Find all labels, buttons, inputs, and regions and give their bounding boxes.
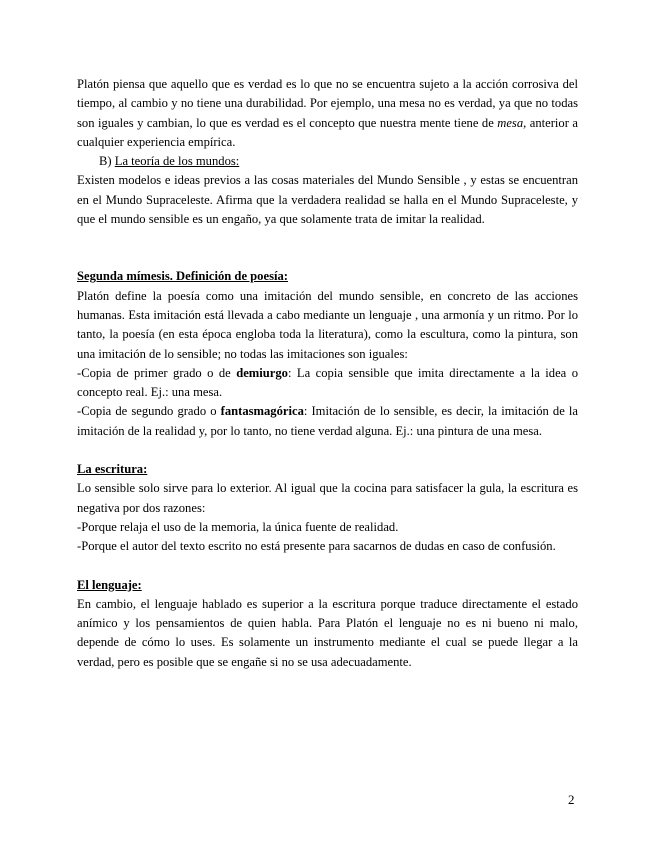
lenguaje-paragraph: En cambio, el lenguaje hablado es superior a la escritura porque traduce directamente el estado anímico y los pensamientos de quien habla. Para Platón el lenguaje no es ni bueno ni malo, depende de cómo lo uses. Es solamente un instrumento mediante el cual se puede llegar a la verdad, pero es posible que se engañe si no se usa adecuadamente. bbox=[77, 596, 578, 669]
spacer bbox=[77, 229, 578, 267]
intro-text-a: Platón piensa que aquello que es verdad es lo que no se encuentra sujeto a la acción corrosiva del tiempo, al cambio y no tiene una durabilidad. Por ejemplo, una mesa no es verdad, ya que no todas son iguales y cambian, lo que es verdad es el concepto que nuestra mente tiene de bbox=[77, 77, 578, 130]
document-page bbox=[77, 75, 578, 672]
mimesis-paragraph: Platón define la poesía como una imitación del mundo sensible, en concreto de las acciones humanas. Esta imitación está llevada a cabo mediante un lenguaje , una armonía y un ritmo. Por lo tanto, la poesía (en esta época engloba toda la literatura), como la escultura, como la pintura, son una imitación de lo sensible; no todas las imitaciones son iguales: bbox=[77, 288, 578, 361]
intro-mesa-term: mesa bbox=[497, 115, 524, 130]
escritura-item-memoria: -Porque relaja el uso de la memoria, la única fuente de realidad. bbox=[77, 519, 399, 534]
mimesis-item-demiurgo bbox=[77, 364, 578, 403]
item-text: : La copia sensible que imita directamente a la idea o concepto real. Ej.: una mesa. bbox=[77, 365, 579, 400]
lenguaje-heading: El lenguaje: bbox=[77, 577, 142, 592]
demiurgo-term: demiurgo bbox=[236, 365, 288, 380]
mimesis-heading: Segunda mímesis. Definición de poesía: bbox=[77, 269, 288, 284]
item-text: : Imitación de lo sensible, es decir, la imitación de la imitación de la realidad y, por lo tanto, no tiene verdad alguna. Ej.: una pintura de una mesa. bbox=[77, 404, 578, 438]
mimesis-item-fantasmagorica bbox=[77, 402, 578, 441]
item-prefix: -Copia de primer grado o de bbox=[77, 365, 237, 380]
escritura-heading: La escritura: bbox=[77, 462, 148, 477]
mundos-paragraph: Existen modelos e ideas previos a las cosas materiales del Mundo Sensible , y estas se encuentran en el Mundo Supraceleste. Afirma que la verdadera realidad se halla en el Mundo Supraceleste, y que el mundo sensible es un engaño, ya que solamente trata de imitar la realidad. bbox=[77, 173, 578, 227]
subsection-prefix: B) bbox=[99, 154, 115, 169]
intro-text-b: , anterior a cualquier experiencia empírica. bbox=[77, 115, 578, 149]
fantasmagorica-term: fantasmagórica bbox=[220, 404, 304, 419]
intro-paragraph bbox=[77, 75, 578, 152]
item-prefix: -Copia de segundo grado o bbox=[77, 404, 221, 419]
spacer bbox=[77, 441, 578, 460]
escritura-item-autor: -Porque el autor del texto escrito no está presente para sacarnos de dudas en caso de confusión. bbox=[77, 539, 556, 554]
subsection-title bbox=[77, 152, 578, 171]
subsection-label: La teoría de los mundos: bbox=[114, 154, 240, 169]
escritura-paragraph: Lo sensible solo sirve para lo exterior. Al igual que la cocina para satisfacer la gula, la escritura es negativa por dos razones: bbox=[77, 481, 578, 515]
page-number: 2 bbox=[568, 792, 575, 807]
spacer bbox=[77, 557, 578, 576]
